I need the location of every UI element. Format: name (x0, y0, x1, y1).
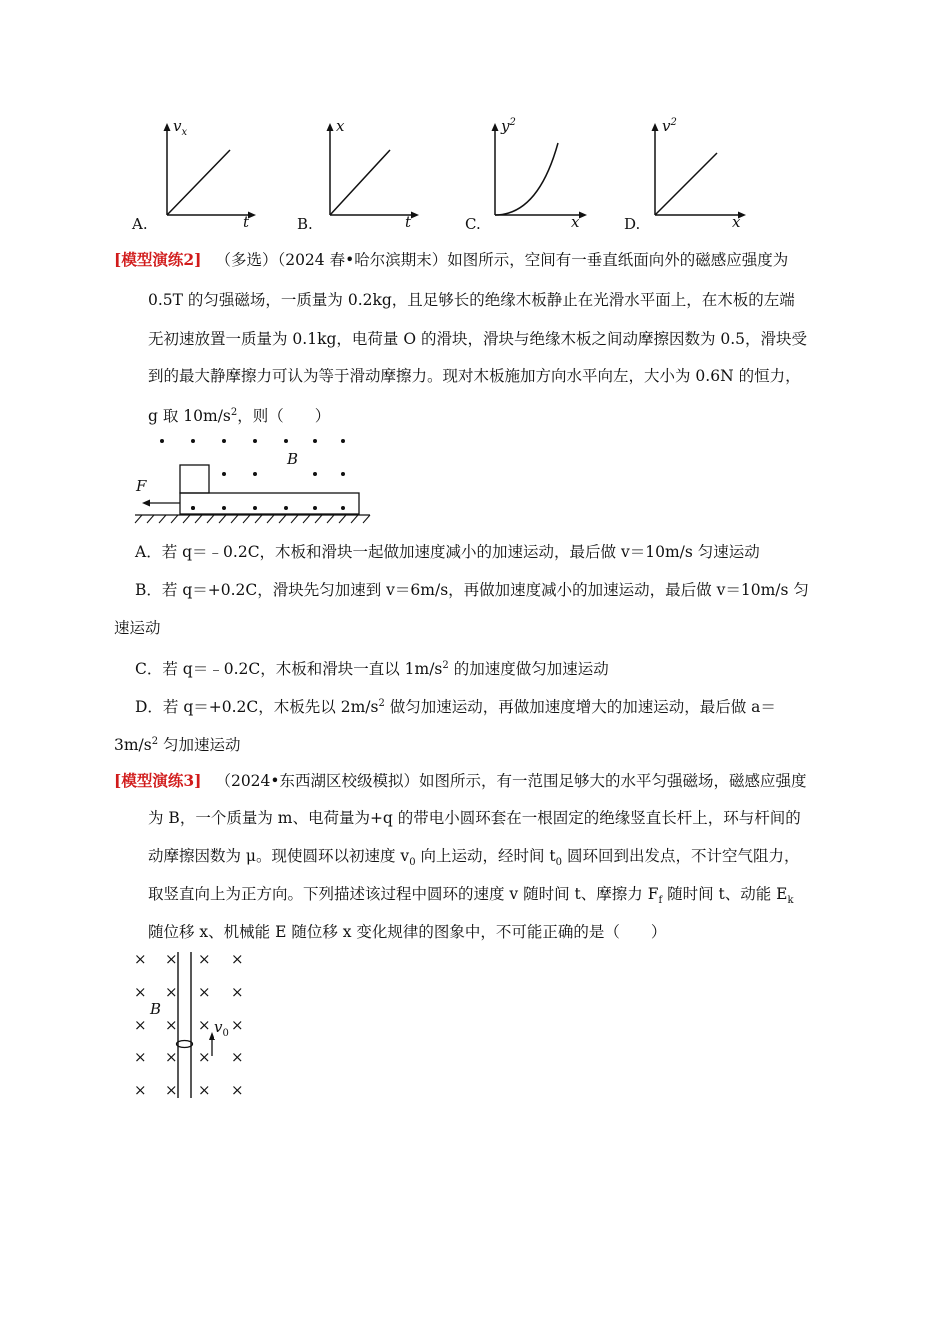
q2-line3: 无初速放置一质量为 0.1kg，电荷量 O 的滑块，滑块与绝缘木板之间动摩擦因数为 0.5，滑块受 (148, 330, 808, 348)
cross: × (231, 1016, 244, 1034)
cross: × (134, 950, 147, 968)
graph-c-ylabel: $y^2$ (501, 117, 516, 135)
cross: × (134, 1081, 147, 1099)
graph-b-option: B. (297, 215, 313, 233)
q2-fig-b-label: B (287, 450, 299, 468)
q2-line2: 0.5T 的匀强磁场，一质量为 0.2kg，且足够长的绝缘木板静止在光滑水平面上，在木板的左端 (148, 291, 795, 309)
q3-line4: 取竖直向上为正方向。下列描述该过程中圆环的速度 v 随时间 t、摩擦力 $F_f$ 随时间 t、动能 $E_k$ (148, 885, 794, 907)
q3-fig-b-label: B (150, 1000, 162, 1018)
cross: × (165, 1016, 178, 1034)
graph-d-ylabel: $v^2$ (662, 117, 677, 135)
cross: × (165, 1048, 178, 1066)
cross: × (198, 1016, 211, 1034)
graph-a-xlabel: t (243, 213, 250, 231)
cross: × (165, 983, 178, 1001)
cross: × (198, 950, 211, 968)
q2-option-d: D．若 q＝+0.2C，木板先以 $2m/s^2$ 做匀加速运动，再做加速度增大的加速运动，最后做 a＝ (135, 698, 776, 717)
graph-a (130, 115, 260, 235)
q2-tag: [模型演练2] (114, 250, 202, 269)
graph-a-ylabel: $v_x$ (173, 117, 188, 138)
q3-line5: 随位移 x、机械能 E 随位移 x 变化规律的图象中，不可能正确的是（ ） (148, 923, 667, 941)
graph-c-option: C. (465, 215, 481, 233)
graph-d-xlabel: x (732, 213, 741, 231)
cross: × (198, 1081, 211, 1099)
graph-a-axes (130, 115, 260, 235)
cross: × (231, 950, 244, 968)
cross: × (198, 1048, 211, 1066)
q2-line5: g 取 $10m/s^2$，则（ ） (148, 407, 331, 426)
cross: × (134, 983, 147, 1001)
q2-option-d-cont: $3m/s^2$ 匀加速运动 (114, 736, 241, 755)
graph-c (463, 115, 593, 235)
cross: × (165, 950, 178, 968)
q3-line2: 为 B，一个质量为 m、电荷量为+q 的带电小圆环套在一根固定的绝缘竖直长杆上，环与杆间的 (148, 809, 801, 827)
cross: × (134, 1048, 147, 1066)
q2-option-a: A．若 q＝﹣0.2C，木板和滑块一起做加速度减小的加速运动，最后做 v＝10m/s 匀速运动 (135, 543, 760, 561)
graph-b-xlabel: t (405, 213, 412, 231)
q2-option-b-cont: 速运动 (114, 619, 161, 637)
graph-d (622, 115, 752, 235)
q2-option-b: B．若 q＝+0.2C，滑块先匀加速到 v＝6m/s，再做加速度减小的加速运动，最后做 v＝10m/s 匀 (135, 581, 809, 599)
q2-line4: 到的最大静摩擦力可认为等于滑动摩擦力。现对木板施加方向水平向左，大小为 0.6N 的恒力， (148, 367, 801, 385)
cross: × (231, 1048, 244, 1066)
graph-d-option: D. (624, 215, 641, 233)
q2-line1: [模型演练2] （多选）（2024 春•哈尔滨期末）如图所示，空间有一垂直纸面向外的磁感应强度为 (114, 250, 789, 269)
q3-line1: [模型演练3] （2024•东西湖区校级模拟）如图所示，有一范围足够大的水平匀强磁场，磁感应强度 (114, 771, 807, 790)
q3-fig-v0-label: $v_0$ (214, 1018, 229, 1039)
q3-line3: 动摩擦因数为 μ。现使圆环以初速度 $v_0$ 向上运动，经时间 $t_0$ 圆环回到出发点，不计空气阻力， (148, 847, 800, 869)
graph-b-ylabel: x (336, 117, 345, 135)
graph-a-option: A. (132, 215, 148, 233)
q2-fig-f-label: F (136, 477, 147, 495)
q2-option-c: C．若 q＝﹣0.2C，木板和滑块一直以 $1m/s^2$ 的加速度做匀加速运动 (135, 660, 609, 679)
cross: × (165, 1081, 178, 1099)
q2-figure-drawing (130, 430, 380, 525)
cross: × (231, 983, 244, 1001)
graph-c-xlabel: x (571, 213, 580, 231)
cross: × (134, 1016, 147, 1034)
cross: × (198, 983, 211, 1001)
cross: × (231, 1081, 244, 1099)
q3-tag: [模型演练3] (114, 771, 202, 790)
q2-figure (130, 430, 380, 525)
q3-figure (125, 948, 255, 1103)
graph-b (295, 115, 425, 235)
